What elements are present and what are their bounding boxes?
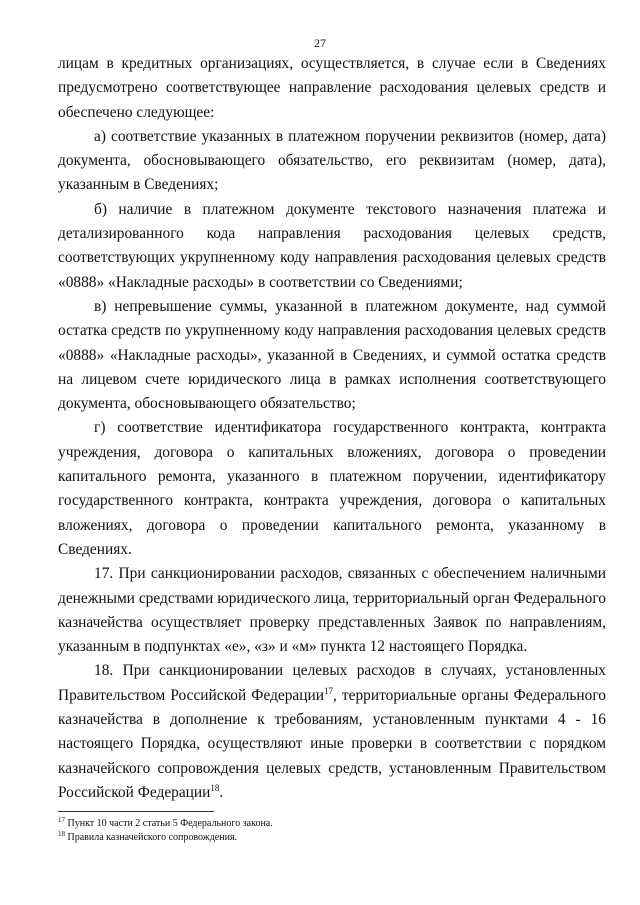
paragraph-continuation: лицам в кредитных организациях, осуществляется, в случае если в Сведениях предусмотрено соответствующее направление расходования целевых средств и обеспечено следующее: <box>58 55 606 121</box>
footnote-mark-18: 18 <box>58 830 65 838</box>
paragraph-item-a: а) соответствие указанных в платежном поручении реквизитов (номер, дата) документа, обосновывающего обязательство, его реквизитам (номер, дата), указанным в Сведениях; <box>58 127 606 194</box>
footnote-text-18: Правила казначейского сопровождения. <box>65 832 238 843</box>
footnote-17 <box>58 817 606 831</box>
footnote-18 <box>58 831 606 845</box>
footnote-reference-18: 18 <box>210 782 220 793</box>
footnote-divider <box>58 811 214 812</box>
paragraph-clause-18 <box>58 659 606 805</box>
footnote-reference-17: 17 <box>323 685 333 696</box>
page-number: 27 <box>314 36 326 50</box>
paragraph-item-b: б) наличие в платежном документе текстового назначения платежа и детализированного кода направления расходования целевых средств, соответствующих укрупненному коду направления расходования целевых средств «0888» «Накладные расходы» в соответствии со Сведениями; <box>58 200 606 291</box>
footnote-text-17: Пункт 10 части 2 статьи 5 Федерального закона. <box>65 818 273 829</box>
document-body <box>58 52 606 805</box>
paragraph-item-g: г) соответствие идентификатора государственного контракта, контракта учреждения, договора о капитальных вложениях, договора о проведении капитального ремонта, указанного в платежном поручении, идентификатору государственного контракта, контракта учреждения, договора о капитальных вложениях, договора о проведении капитального ремонта, указанному в Сведениях. <box>58 419 606 558</box>
clause-18-text-part-2: , территориальные органы Федерального казначейства в дополнение к требованиям, установленным пунктами 4 - 16 настоящего Порядка, осуществляют иные проверки в соответствии с порядком казначейского сопровождения целевых средств, установленным Правительством Российской Федерации <box>58 686 606 801</box>
clause-18-text-part-3: . <box>219 783 224 801</box>
footnotes <box>58 817 606 845</box>
clause-18-text-part-1: 18. При санкционировании целевых расходов в случаях, установленных Правительством Российской Федерации <box>58 662 606 704</box>
paragraph-clause-17: 17. При санкционировании расходов, связанных с обеспечением наличными денежными средствами юридического лица, территориальный орган Федерального казначейства осуществляет проверку представленных Заявок по направлениям, указанным в подпунктах «е», «з» и «м» пункта 12 настоящего Порядка. <box>58 565 606 656</box>
footnote-mark-17: 17 <box>58 816 65 824</box>
paragraph-item-v: в) непревышение суммы, указанной в платежном документе, над суммой остатка средств по укрупненному коду направления расходования целевых средств «0888» «Накладные расходы», указанной в Сведениях, и суммой остатка средств на лицевом счете юридического лица в рамках исполнения соответствующего документа, обосновывающего обязательство; <box>58 297 606 413</box>
